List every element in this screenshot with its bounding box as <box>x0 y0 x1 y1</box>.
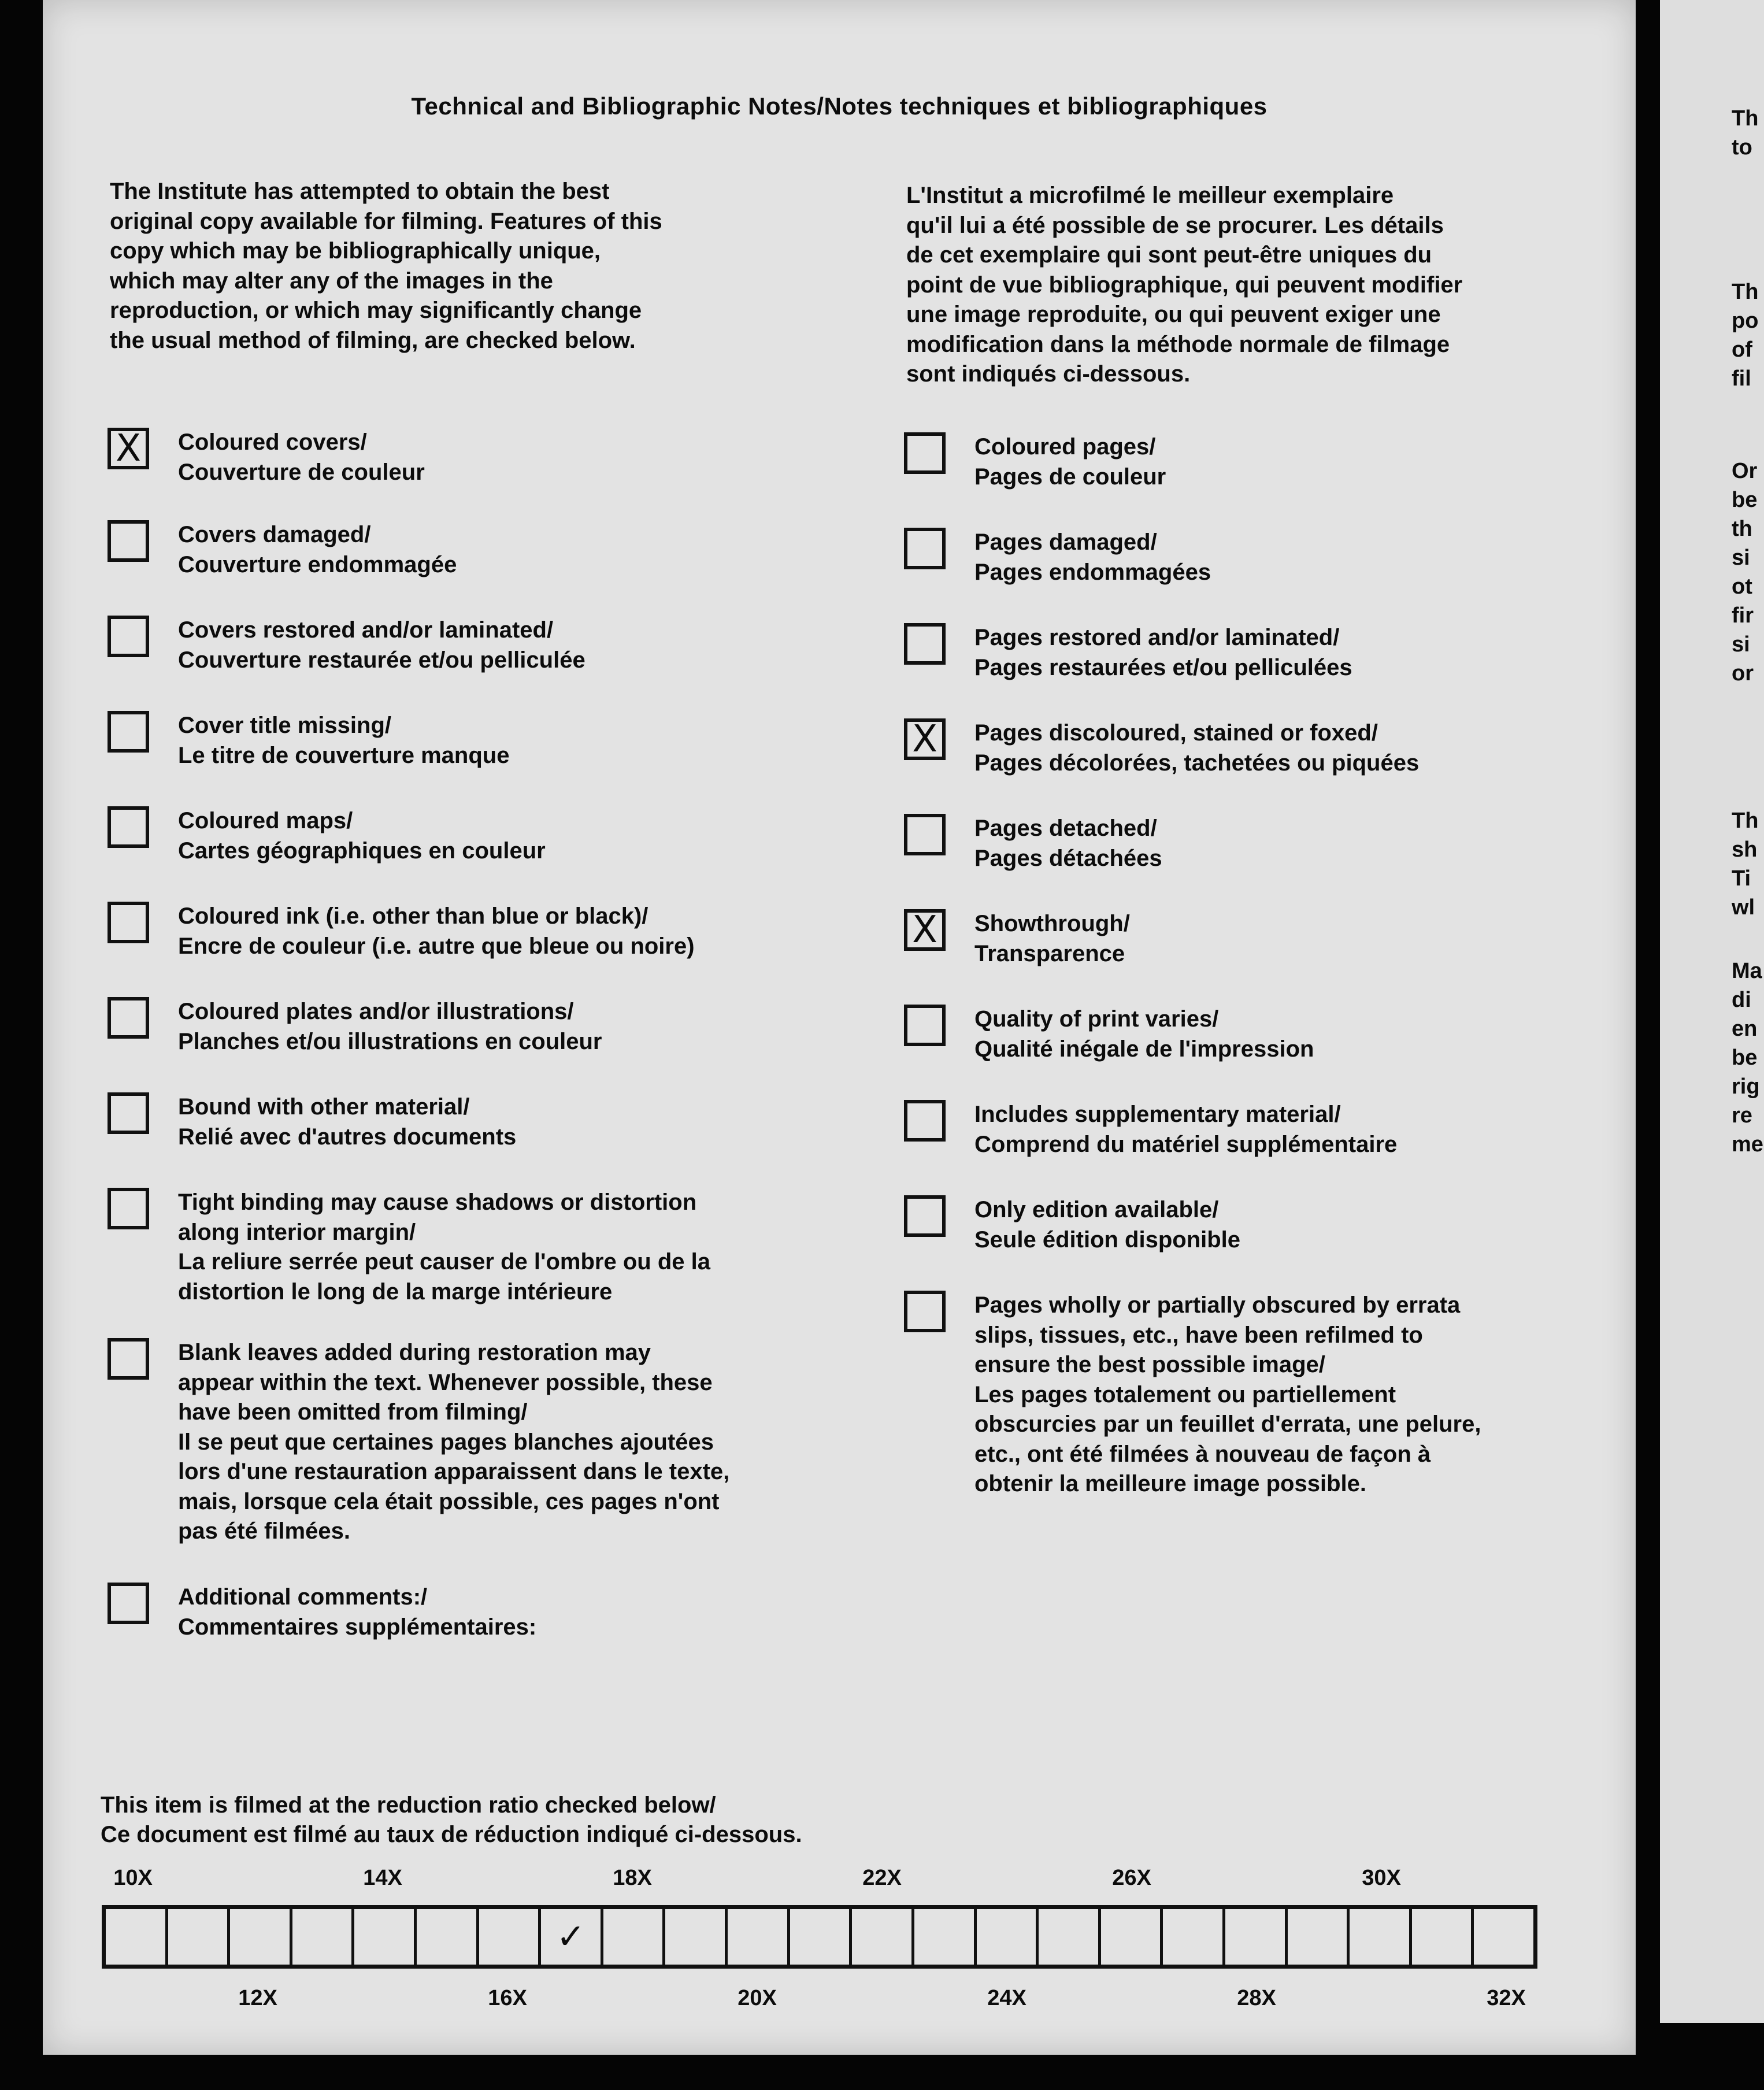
ratio-cell[interactable] <box>292 1909 355 1965</box>
checked-checkbox[interactable]: X <box>904 909 946 951</box>
label-line: Coloured pages/ <box>974 434 1156 459</box>
label-line: Pages restaurées et/ou pelliculées <box>974 654 1352 680</box>
label-line: Bound with other material/ <box>178 1094 470 1120</box>
right-item-label <box>974 909 1599 969</box>
checkbox[interactable] <box>108 1583 149 1624</box>
left-item-label <box>178 1583 802 1642</box>
left-item-label <box>178 1188 802 1307</box>
label-line: Il se peut que certaines pages blanches ajoutées <box>178 1429 714 1455</box>
checkbox[interactable] <box>108 520 149 562</box>
left-item-label <box>178 520 802 580</box>
ratio-cell[interactable] <box>728 1909 790 1965</box>
ratio-cell[interactable] <box>977 1909 1039 1965</box>
label-line: pas été filmées. <box>178 1518 350 1544</box>
left-item-label <box>178 711 802 770</box>
ratio-cell[interactable] <box>1412 1909 1474 1965</box>
right-item-label <box>974 1005 1599 1064</box>
ratio-label: 16X <box>488 1986 527 2010</box>
label-line: Coloured plates and/or illustrations/ <box>178 999 574 1024</box>
right-item-label <box>974 1100 1599 1159</box>
right-item-label <box>974 814 1599 873</box>
label-line: Cover title missing/ <box>178 713 391 738</box>
ratio-cell[interactable] <box>1039 1909 1101 1965</box>
ratio-label: 32X <box>1487 1986 1526 2010</box>
ratio-cell[interactable] <box>1101 1909 1163 1965</box>
label-line: Pages discoloured, stained or foxed/ <box>974 720 1378 746</box>
ratio-cell[interactable] <box>479 1909 542 1965</box>
right-item-label <box>974 623 1599 683</box>
label-line: ensure the best possible image/ <box>974 1352 1325 1377</box>
left-item-label <box>178 997 802 1057</box>
ratio-label: 10X <box>113 1866 153 1890</box>
left-item-label <box>178 428 802 487</box>
label-line: Pages damaged/ <box>974 529 1157 555</box>
label-line: Covers damaged/ <box>178 522 371 547</box>
ratio-label: 18X <box>613 1866 652 1890</box>
ratio-cell[interactable] <box>790 1909 853 1965</box>
ratio-cell[interactable] <box>1163 1909 1225 1965</box>
label-line: Covers restored and/or laminated/ <box>178 617 554 643</box>
label-line: obtenir la meilleure image possible. <box>974 1471 1366 1496</box>
ratio-label: 30X <box>1362 1866 1401 1890</box>
intro-english: The Institute has attempted to obtain the best original copy available for filming. Features of this copy which may be bibliographically unique, which may alter any of the images in the reproduction, or which may significantly change the usual method of filming, are checked below. <box>110 179 662 353</box>
edge-text-fragment: Th po of fil <box>1732 280 1759 391</box>
left-item-label <box>178 806 802 866</box>
checked-checkbox[interactable]: X <box>108 428 149 469</box>
label-line: Coloured covers/ <box>178 429 367 455</box>
label-line: Encre de couleur (i.e. autre que bleue ou noire) <box>178 933 695 959</box>
ratio-cell[interactable] <box>603 1909 666 1965</box>
checkbox[interactable] <box>108 1188 149 1229</box>
ratio-cell[interactable] <box>852 1909 914 1965</box>
label-line: Pages décolorées, tachetées ou piquées <box>974 750 1420 776</box>
label-line: along interior margin/ <box>178 1219 416 1245</box>
label-line: Pages de couleur <box>974 464 1166 490</box>
checkbox[interactable] <box>904 623 946 665</box>
label-line: distortion le long de la marge intérieure <box>178 1279 613 1305</box>
ratio-cell[interactable] <box>230 1909 292 1965</box>
right-item-label <box>974 1195 1599 1255</box>
edge-text-fragment: Ma di en be rig re me <box>1732 959 1763 1157</box>
label-line: Pages endommagées <box>974 559 1211 585</box>
label-line: Commentaires supplémentaires: <box>178 1614 537 1640</box>
label-line: Planches et/ou illustrations en couleur <box>178 1028 602 1054</box>
label-line: Pages détachées <box>974 845 1162 871</box>
reduction-ratio-text <box>101 1791 802 1850</box>
ratio-cell[interactable] <box>1474 1909 1533 1965</box>
right-item-label <box>974 528 1599 587</box>
label-line: appear within the text. Whenever possible, these <box>178 1369 713 1395</box>
label-line: Coloured maps/ <box>178 808 353 833</box>
checkbox[interactable] <box>904 1195 946 1237</box>
reduction-line-en: This item is filmed at the reduction ratio checked below/ <box>101 1792 716 1818</box>
checkbox[interactable] <box>108 806 149 848</box>
checkbox[interactable] <box>108 902 149 943</box>
label-line: lors d'une restauration apparaissent dans le texte, <box>178 1459 730 1484</box>
label-line: Additional comments:/ <box>178 1584 428 1610</box>
label-line: Transparence <box>974 940 1125 966</box>
label-line: Quality of print varies/ <box>974 1006 1219 1032</box>
label-line: Coloured ink (i.e. other than blue or black)/ <box>178 903 648 929</box>
left-item-label <box>178 1338 802 1547</box>
label-line: Includes supplementary material/ <box>974 1102 1341 1127</box>
ratio-cell[interactable] <box>1350 1909 1412 1965</box>
checkbox[interactable] <box>904 432 946 474</box>
ratio-cell-checked[interactable]: ✓ <box>541 1909 603 1965</box>
label-line: obscurcies par un feuillet d'errata, une pelure, <box>974 1411 1481 1437</box>
ratio-cell[interactable] <box>1225 1909 1288 1965</box>
ratio-label: 12X <box>238 1986 277 2010</box>
ratio-cell[interactable] <box>168 1909 231 1965</box>
reduction-ratio-grid <box>102 1905 1537 1969</box>
label-line: Qualité inégale de l'impression <box>974 1036 1314 1062</box>
ratio-cell[interactable] <box>354 1909 417 1965</box>
label-line: Couverture restaurée et/ou pelliculée <box>178 647 585 673</box>
right-item-label <box>974 1291 1599 1499</box>
left-item-label <box>178 1092 802 1152</box>
edge-text-fragment: Th sh Ti wl <box>1732 809 1759 920</box>
label-line: Le titre de couverture manque <box>178 742 510 768</box>
checked-checkbox[interactable]: X <box>904 718 946 760</box>
reduction-line-fr: Ce document est filmé au taux de réduction indiqué ci-dessous. <box>101 1822 802 1847</box>
label-line: La reliure serrée peut causer de l'ombre ou de la <box>178 1249 710 1274</box>
intro-french: L'Institut a microfilmé le meilleur exemplaire qu'il lui a été possible de se procurer. Les détails de cet exemplaire qui sont peut-être uniques du point de vue bibliographique, qui peuvent modifier une image reproduite, ou qui peuvent exiger une modification dans la méthode normale de filmage sont indiqués ci-dessous. <box>906 183 1463 387</box>
checkbox[interactable] <box>904 1291 946 1332</box>
edge-text-fragment: Th to <box>1732 106 1759 160</box>
checkbox[interactable] <box>904 1005 946 1046</box>
label-line: Only edition available/ <box>974 1197 1219 1222</box>
ratio-label: 24X <box>987 1986 1026 2010</box>
label-line: Pages detached/ <box>974 816 1157 841</box>
ratio-cell[interactable] <box>665 1909 728 1965</box>
label-line: Couverture de couleur <box>178 459 425 485</box>
ratio-cell[interactable] <box>417 1909 479 1965</box>
ratio-cell[interactable] <box>1288 1909 1350 1965</box>
label-line: Showthrough/ <box>974 911 1130 936</box>
adjacent-page-fragment <box>1660 0 1764 2023</box>
checkbox[interactable] <box>108 711 149 753</box>
label-line: slips, tissues, etc., have been refilmed to <box>974 1322 1423 1348</box>
checkbox[interactable] <box>108 1338 149 1380</box>
right-item-label <box>974 432 1599 492</box>
ratio-label: 28X <box>1237 1986 1276 2010</box>
label-line: have been omitted from filming/ <box>178 1399 528 1425</box>
label-line: Seule édition disponible <box>974 1226 1241 1252</box>
edge-text-fragment: Or be th si ot fir si or <box>1732 459 1758 685</box>
checkbox[interactable] <box>904 814 946 855</box>
right-item-label <box>974 718 1599 778</box>
label-line: Tight binding may cause shadows or distortion <box>178 1189 697 1215</box>
label-line: Les pages totalement ou partiellement <box>974 1381 1396 1407</box>
left-item-label <box>178 616 802 675</box>
ratio-cell[interactable] <box>914 1909 977 1965</box>
label-line: mais, lorsque cela était possible, ces pages n'ont <box>178 1488 720 1514</box>
checkbox[interactable] <box>904 528 946 569</box>
label-line: Couverture endommagée <box>178 551 457 577</box>
label-line: Pages wholly or partially obscured by errata <box>974 1292 1461 1318</box>
label-line: Pages restored and/or laminated/ <box>974 625 1340 650</box>
left-item-label <box>178 902 802 961</box>
checkbox[interactable] <box>904 1100 946 1142</box>
ratio-label: 14X <box>363 1866 402 1890</box>
page-title: Technical and Bibliographic Notes/Notes techniques et bibliographiques <box>411 92 1268 120</box>
checkbox[interactable] <box>108 616 149 657</box>
ratio-label: 20X <box>738 1986 777 2010</box>
label-line: Cartes géographiques en couleur <box>178 838 546 864</box>
ratio-label: 26X <box>1112 1866 1151 1890</box>
ratio-label: 22X <box>862 1866 902 1890</box>
ratio-cell[interactable] <box>106 1909 168 1965</box>
label-line: Relié avec d'autres documents <box>178 1124 517 1150</box>
label-line: Blank leaves added during restoration may <box>178 1340 651 1365</box>
label-line: Comprend du matériel supplémentaire <box>974 1131 1398 1157</box>
label-line: etc., ont été filmées à nouveau de façon à <box>974 1441 1431 1467</box>
checkbox[interactable] <box>108 1092 149 1134</box>
notes-page <box>43 0 1636 2055</box>
checkbox[interactable] <box>108 997 149 1039</box>
